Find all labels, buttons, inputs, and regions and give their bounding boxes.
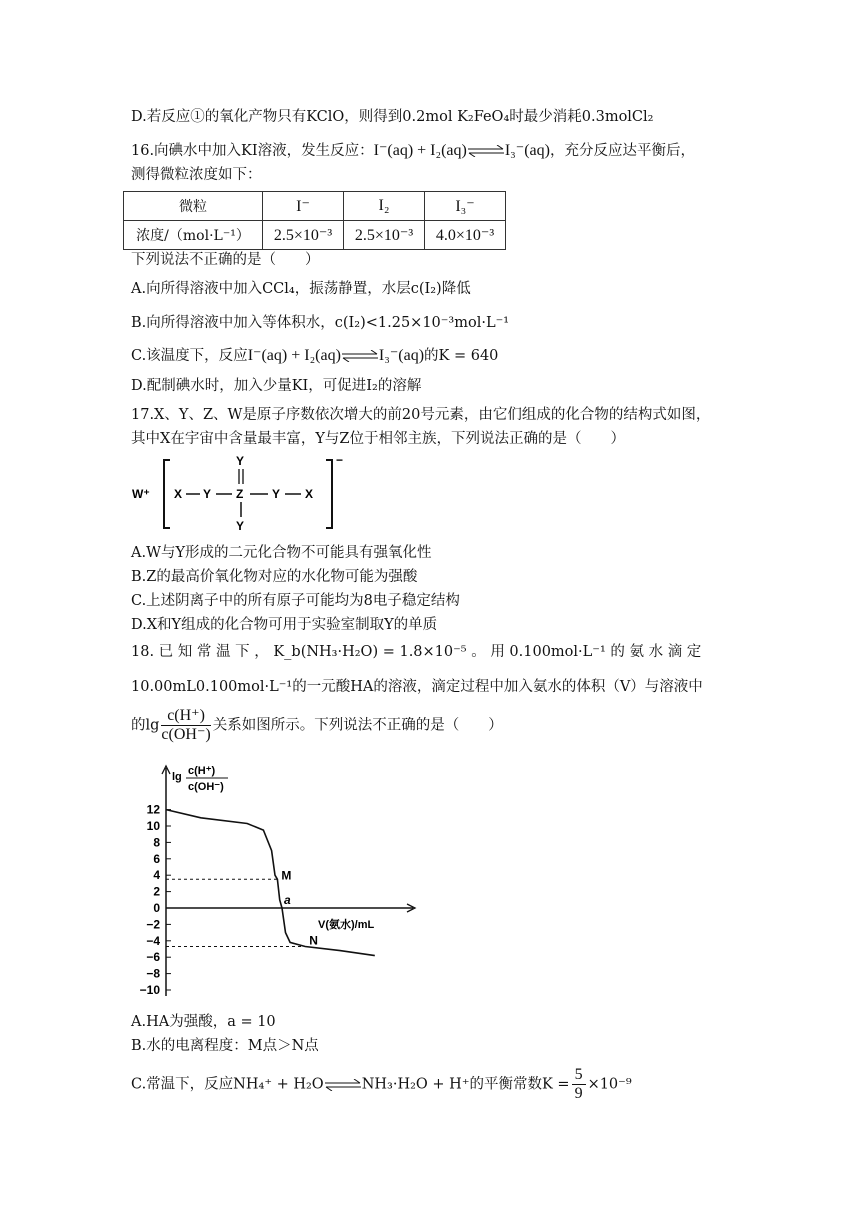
point-label-M: M [281,868,292,883]
ratio-fraction [161,707,210,744]
y-tick-label: 10 [146,819,160,833]
table-cell: 4.0×10⁻³ [425,221,506,250]
q16-stem-text: 16.向碘水中加入KI溶液，发生反应： [131,143,374,159]
titration-chart [128,760,428,1006]
q18-option-a: A.HA为强酸，a = 10 [131,1014,276,1030]
q18-stem-line2: 10.00mL0.100mol·L⁻¹的一元酸HA的溶液，滴定过程中加入氨水的体积（V）与溶液中 [131,679,703,695]
q16-question: 下列说法不正确的是（ ） [131,252,320,268]
reaction-right: I₃⁻(aq) [504,142,550,159]
q17-option-b: B.Z的最高价氧化物对应的水化物可能为强酸 [131,569,418,585]
atom-z-center: Z [236,487,244,501]
left-bracket [164,460,170,528]
y-tick-label: −4 [146,933,160,948]
y-tick-label: 6 [153,851,160,866]
table-header-row [124,192,506,221]
plot-area [166,810,375,956]
fraction-denominator: 9 [574,1085,583,1102]
fraction-numerator: 5 [572,1066,586,1085]
reaction-left: I⁻(aq) + I₂(aq) [247,347,341,364]
table-header: 微粒 [124,192,263,221]
fraction-numerator: c(H⁺) [161,707,210,726]
q16-stem-line2: 测得微粒浓度如下： [131,167,262,183]
y-tick-label: 4 [153,868,160,883]
structural-formula [130,452,350,534]
q15-option-d: D.若反应①的氧化产物只有KClO，则得到0.2mol K₂FeO₄时最少消耗0.3molCl₂ [131,109,654,125]
atom-x-right: X [305,487,314,501]
q18-option-c-tail: ×10⁻⁹ [587,1076,632,1093]
q18-option-c-mid: NH₃·H₂O + H⁺的平衡常数K = [361,1076,570,1093]
atom-y-top: Y [236,454,245,468]
table-row [124,221,506,250]
q18-option-c [131,1066,632,1103]
q18-stem-line1: 18. 已 知 常 温 下 ， K_b(NH₃·H₂O) = 1.8×10⁻⁵ 。 用 0.100mol·L⁻¹ 的 氨 水 滴 定 [131,644,702,660]
y-tick-label: −8 [146,966,160,981]
table-header: I⁻ [263,192,344,221]
y-axis-label-numerator: c(H⁺) [188,765,216,777]
y-tick-label: 0 [153,901,160,915]
k-fraction [572,1066,586,1103]
q18-stem-tail: 关系如图所示。下列说法不正确的是（ ） [212,717,503,734]
anion-charge: − [336,453,344,467]
table-cell: 2.5×10⁻³ [344,221,425,250]
q18-option-b: B.水的电离程度：M点＞N点 [131,1038,319,1054]
concentration-table [123,191,506,250]
atom-x-left: X [174,487,183,501]
q18-lg-text: 的lg [131,717,160,734]
titration-curve [166,810,375,956]
y-tick-label: −10 [139,983,160,997]
q16-stem-tail: ，充分反应达平衡后， [549,143,695,159]
q17-stem-line2: 其中X在宇宙中含量最丰富，Y与Z位于相邻主族，下列说法正确的是（ ） [131,431,625,447]
equilibrium-arrow-icon [324,1079,362,1091]
y-tick-label: −6 [146,950,160,965]
y-tick-label: 8 [153,835,160,850]
atom-y-bottom: Y [236,519,245,533]
q16-option-c-tail: 的K = 640 [424,348,499,364]
q16-option-d: D.配制碘水时，加入少量KI，可促进I₂的溶解 [131,378,422,394]
y-tick-label: 2 [153,884,160,899]
table-row-label: 浓度/（mol·L⁻¹） [124,221,263,250]
q16-option-a: A.向所得溶液中加入CCl₄，振荡静置，水层c(I₂)降低 [131,281,471,297]
table-header: I₂ [344,192,425,221]
q17-option-c: C.上述阴离子中的所有原子可能均为8电子稳定结构 [131,593,460,609]
q18-stem-line3 [131,707,503,744]
point-label-a: a [284,893,291,907]
equilibrium-arrow-icon [467,145,505,157]
fraction-denominator: c(OH⁻) [161,726,211,743]
atom-y-left: Y [203,487,212,501]
q17-option-d: D.X和Y组成的化合物可用于实验室制取Y的单质 [131,617,438,633]
right-bracket [326,460,332,528]
x-axis-label: V(氨水)/mL [318,919,375,931]
q16-option-b: B.向所得溶液中加入等体积水，c(I₂)<1.25×10⁻³mol·L⁻¹ [131,315,510,331]
y-axis-label [172,765,228,793]
q17-stem-line1: 17.X、Y、Z、W是原子序数依次增大的前20号元素，由它们组成的化合物的结构式如图， [131,407,711,423]
y-tick-label: −2 [146,917,160,932]
cation-label: W⁺ [132,487,150,501]
q18-option-c-text: C.常温下，反应NH₄⁺ + H₂O [131,1076,324,1093]
y-axis-label-denominator: c(OH⁻) [188,781,224,793]
y-tick-label: 12 [146,802,160,817]
q17-option-a: A.W与Y形成的二元化合物不可能具有强氧化性 [131,545,432,561]
table-header: I₃⁻ [425,192,506,221]
equilibrium-arrow-icon [341,350,379,362]
y-axis-label-prefix: lg [172,771,182,783]
reaction-left: I⁻(aq) + I₂(aq) [373,142,467,159]
q16-option-c-text: C.该温度下，反应 [131,348,248,364]
q16-stem-line1 [131,141,695,161]
q16-option-c [131,346,498,366]
point-label-N: N [309,933,318,948]
reaction-right: I₃⁻(aq) [378,347,425,364]
table-cell: 2.5×10⁻³ [263,221,344,250]
atom-y-right: Y [272,487,281,501]
